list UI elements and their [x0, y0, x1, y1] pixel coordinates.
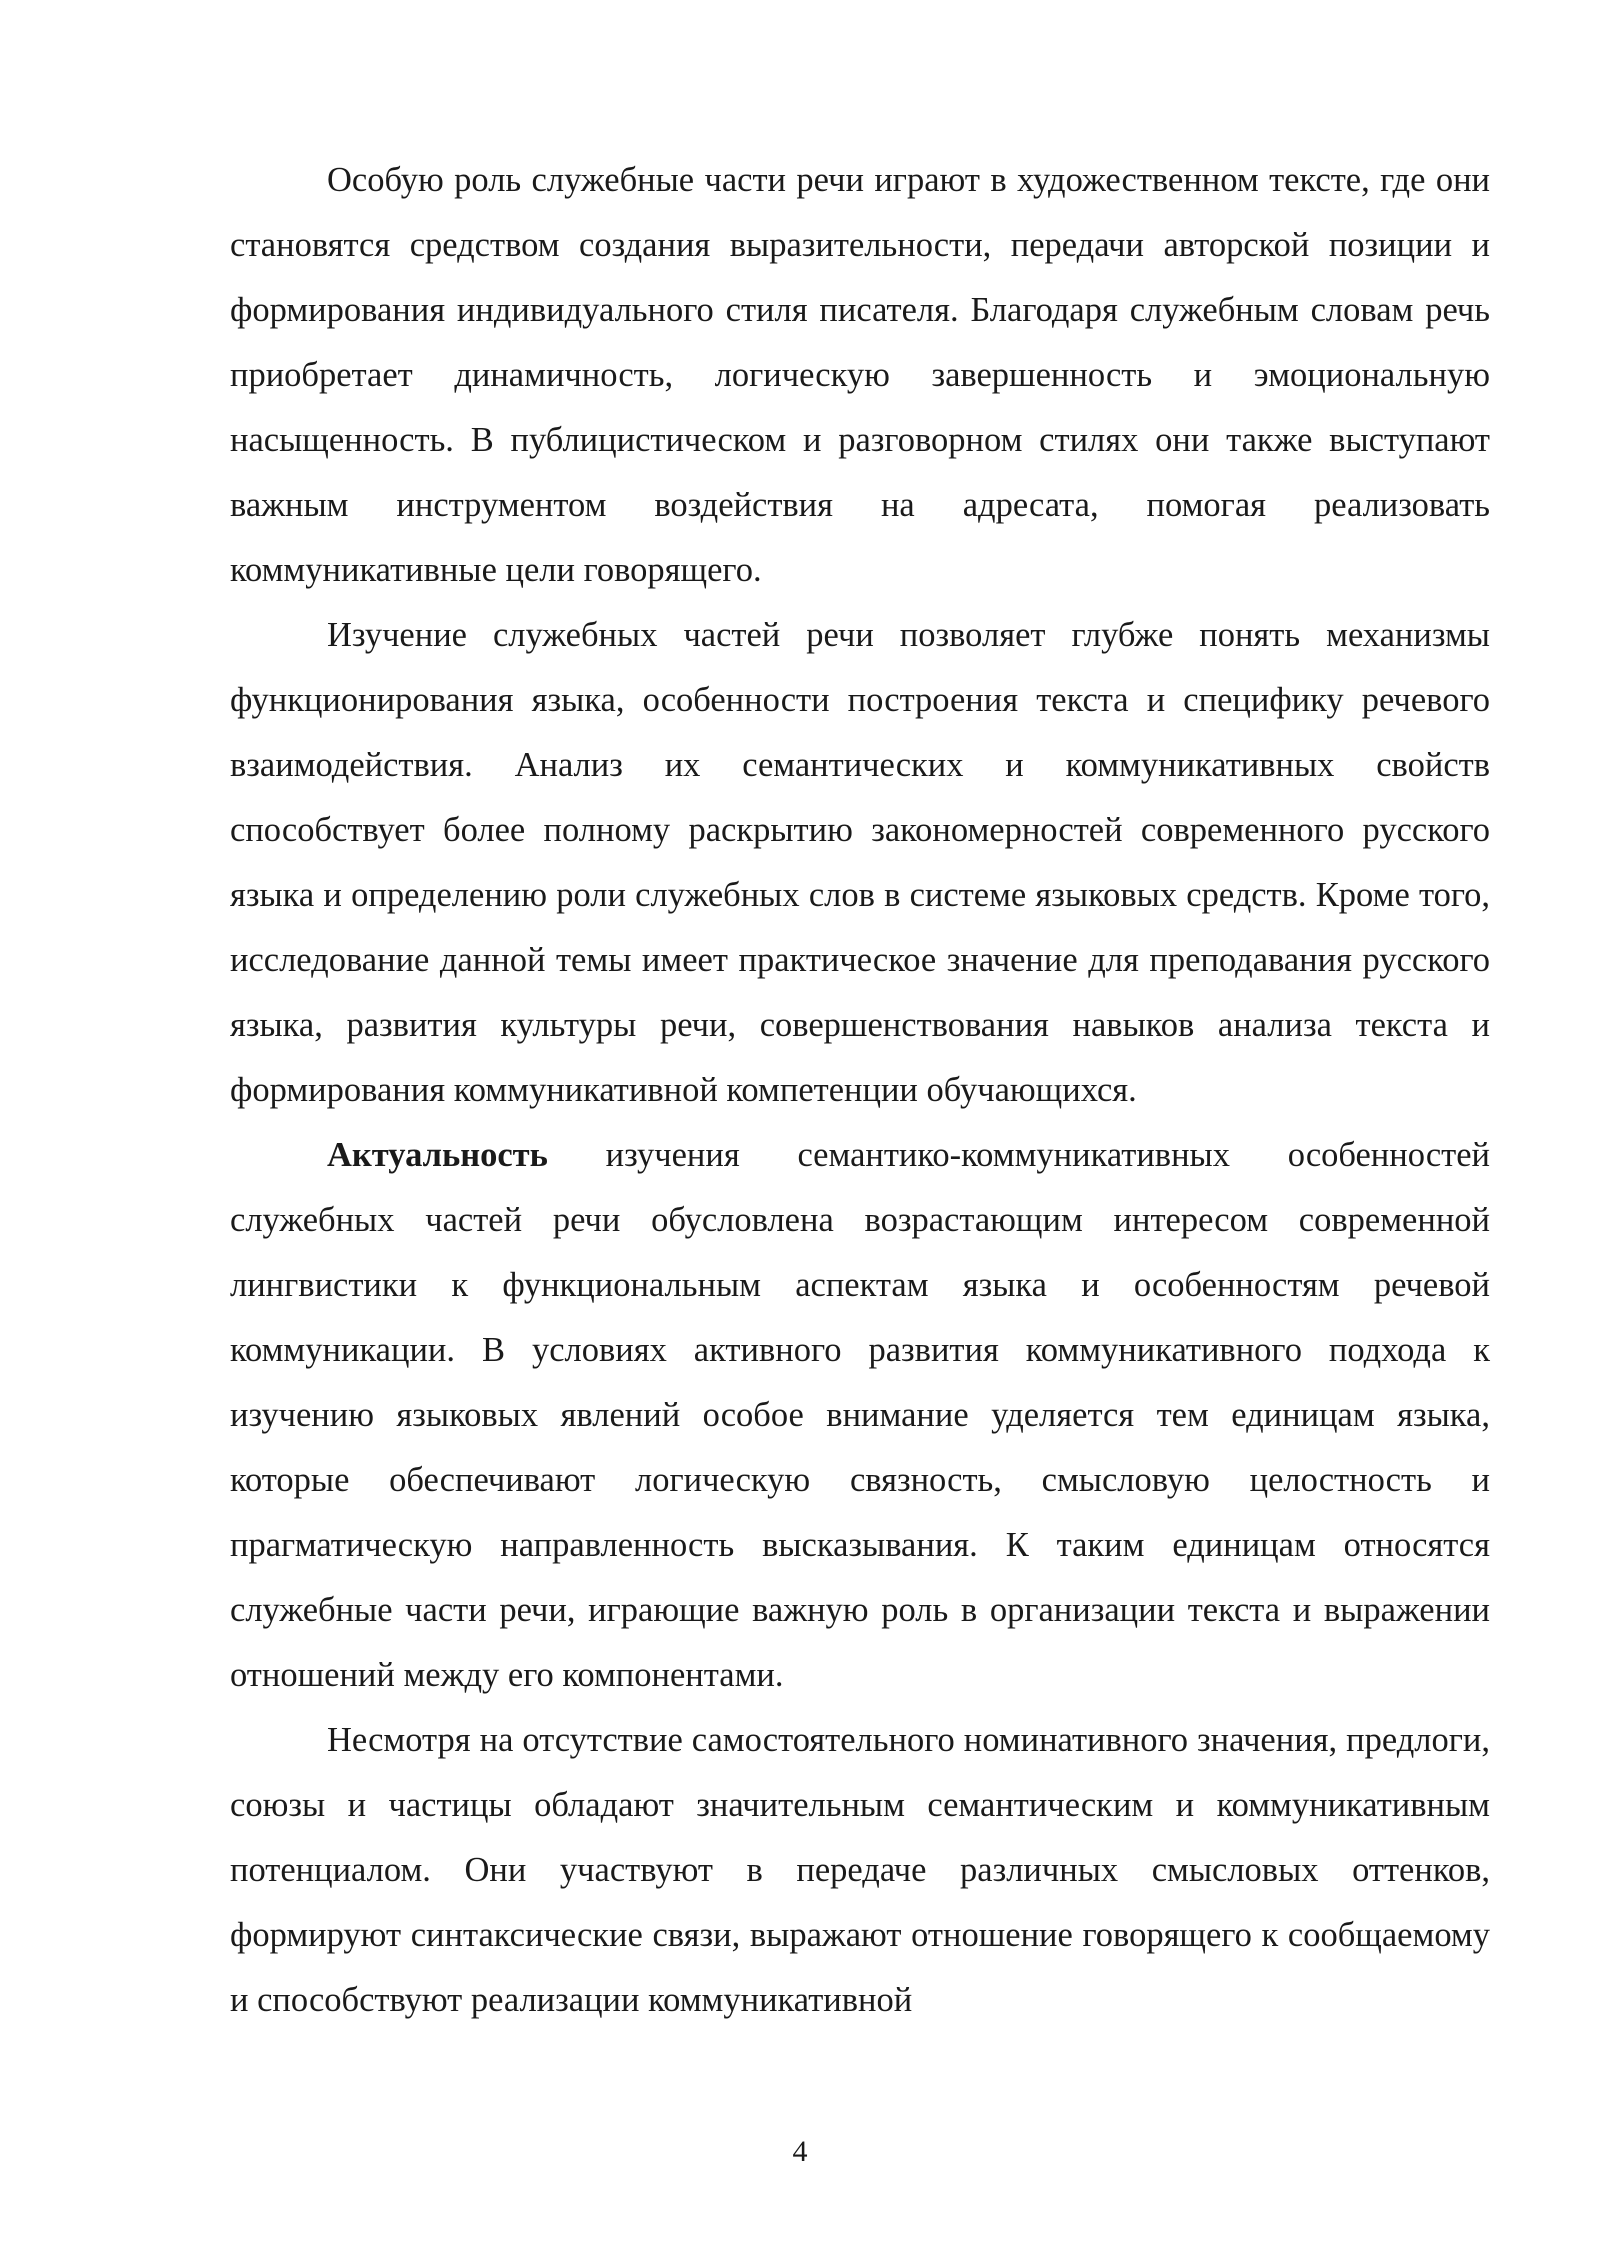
- paragraph-1-text: Особую роль служебные части речи играют в художественном тексте, где они становятся средством создания выразительности, передачи авторской позиции и формирования индивидуального стиля писателя. Благодаря служебным словам речь приобретает динамичность, логическую завершенность и эмоциональную насыщенность. В публицистическом и разговорном стилях они также выступают важным инструментом воздействия на адресата, помогая реализовать коммуникативные цели говорящего.: [230, 161, 1490, 589]
- paragraph-1: [230, 148, 1490, 603]
- relevance-heading: Актуальность: [327, 1136, 548, 1174]
- paragraph-4-text: Несмотря на отсутствие самостоятельного номинативного значения, предлоги, союзы и частицы обладают значительным семантическим и коммуникативным потенциалом. Они участвуют в передаче различных смысловых оттенков, формируют синтаксические связи, выражают отношение говорящего к сообщаемому и способствуют реализации коммуникативной: [230, 1721, 1490, 2019]
- paragraph-2-text: Изучение служебных частей речи позволяет глубже понять механизмы функционирования языка, особенности построения текста и специфику речевого взаимодействия. Анализ их семантических и коммуникативных свойств способствует более полному раскрытию закономерностей современного русского языка и определению роли служебных слов в системе языковых средств. Кроме того, исследование данной темы имеет практическое значение для преподавания русского языка, развития культуры речи, совершенствования навыков анализа текста и формирования коммуникативной компетенции обучающихся.: [230, 616, 1490, 1109]
- paragraph-3: [230, 1123, 1490, 1708]
- paragraph-2: [230, 603, 1490, 1123]
- paragraph-3-text: изучения семантико-коммуникативных особенностей служебных частей речи обусловлена возрастающим интересом современной лингвистики к функциональным аспектам языка и особенностям речевой коммуникации. В условиях активного развития коммуникативного подхода к изучению языковых явлений особое внимание уделяется тем единицам языка, которые обеспечивают логическую связность, смысловую целостность и прагматическую направленность высказывания. К таким единицам относятся служебные части речи, играющие важную роль в организации текста и выражении отношений между его компонентами.: [230, 1136, 1490, 1694]
- paragraph-4: [230, 1708, 1490, 2033]
- page-number: 4: [792, 2135, 808, 2168]
- document-body: [230, 148, 1490, 2033]
